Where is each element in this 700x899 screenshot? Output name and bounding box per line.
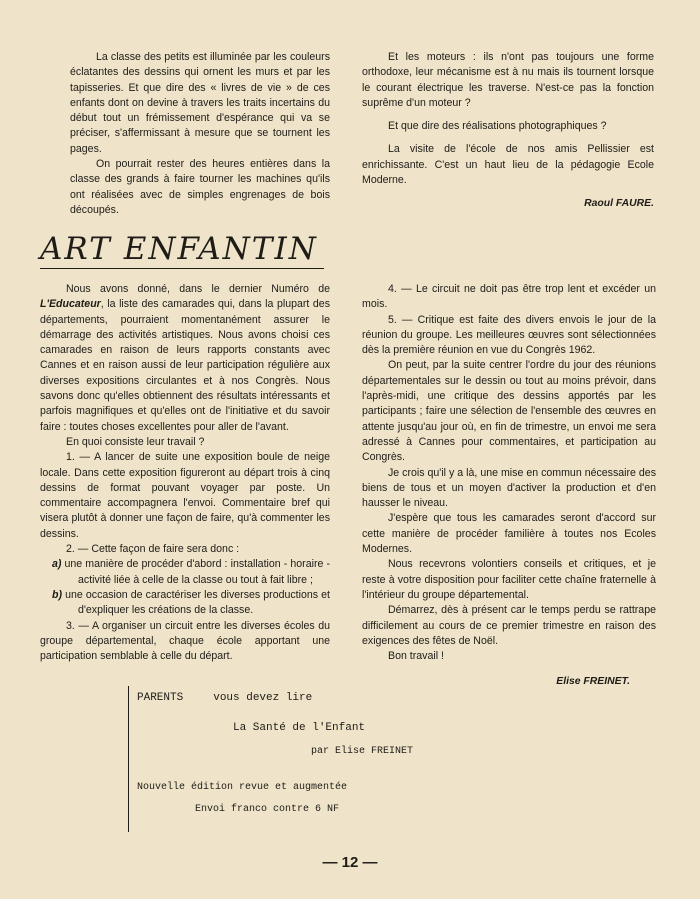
article-title: ART ENFANTIN — [40, 230, 324, 269]
paragraph: J'espère que tous les camarades seront d'accord sur cette manière de procéder familière à toutes nos Ecoles Modernes. — [362, 512, 656, 556]
ad-parents: PARENTS — [137, 692, 184, 704]
ad-edition: Nouvelle édition revue et augmentée — [137, 782, 348, 793]
ad-author: par Elise FREINET — [311, 746, 414, 757]
list-item-2a — [40, 557, 330, 588]
paragraph: La visite de l'école de nos amis Pellissier est enrichissante. C'est un haut lieu de la pédagogie Ecole Moderne. — [362, 143, 654, 187]
list-item-2b — [40, 588, 330, 619]
paragraph: 5. — Critique est faite des divers envois le jour de la réunion du groupe. Les meilleures œuvres sont sélectionnées dès la première réunion en vue du Congrès 1962. — [362, 313, 656, 357]
book-advertisement — [128, 686, 549, 832]
ad-book-title: La Santé de l'Enfant — [233, 722, 366, 734]
paragraph: Je crois qu'il y a là, une mise en commun nécessaire des biens de tous et un moyen d'activer la production et d'en hausser le niveau. — [362, 466, 656, 510]
intro-text-start: Nous avons donné, dans le dernier Numéro de — [66, 283, 330, 295]
top-left-column — [70, 50, 330, 218]
paragraph: On peut, par la suite centrer l'ordre du jour des réunions départementales sur le dessin ou tout au moins prévoir, dans l'après-midi, une critique des dessins apportés par les participants ; faire une sélection de l'ensemble des œuvres en attente jusqu'au jour où, en fin de trimestre, un envoi me sera adressé à Cannes pour commentaires, et participation au Congrès. — [362, 359, 656, 464]
intro-text-end: , la liste des camarades qui, dans la plupart des départements, pourraient momentanément assurer le démarrage des activités artistiques. Nous avons choisi ces camarades en raison de leurs rapports constants avec Cannes et en raison aussi de leur participation régulière aux diverses expositions circulantes et à nos Congrès. Nous savons donc qu'elles obtiennent des résultats intéressants et parfois magnifiques et qu'elles ont de l'initiative et du savoir faire : toutes choses excellentes pour aller de l'avant. — [40, 298, 330, 433]
paragraph: On pourrait rester des heures entières dans la classe des grands à faire tourner les machines qu'ils ont réalisées avec de simples engrenages de bois découpés. — [70, 158, 330, 216]
signature: Raoul FAURE. — [584, 198, 654, 210]
list-item-2: 2. — Cette façon de faire sera donc : — [66, 543, 240, 556]
list-item-1: 1. — A lancer de suite une exposition boule de neige locale. Dans cette exposition figureront au départ trois à cinq dessins de format pouvant voyager par poste. Un commentaire accompagnera l'envoi. Commentaire bref qui visera plutôt à donner une façon de faire, qu'à commenter les dessins. — [40, 451, 330, 540]
ad-price: Envoi franco contre 6 NF — [195, 804, 340, 815]
paragraph: La classe des petits est illuminée par les couleurs éclatantes des dessins qui ornent les murs et par les tapisseries. Et que dire des « livres de vie » de ces enfants dont on devine à travers les traits incertains du début tout un frémissement d'espérance qui va se préciser, s'affermissant à mesure que se tournent les pages. — [70, 51, 330, 155]
item-2a-text: une manière de procéder d'abord : installation - horaire - activité liée à celle de la classe ou tout à fait libre ; — [61, 558, 330, 586]
question: En quoi consiste leur travail ? — [66, 435, 205, 448]
article-left-column — [40, 282, 330, 664]
paragraph: Et que dire des réalisations photographiques ? — [388, 120, 607, 133]
paragraph: Nous recevrons volontiers conseils et critiques, et je reste à votre disposition pour faciliter cette chaîne fraternelle à l'intérieur du groupe départemental. — [362, 558, 656, 601]
paragraph: Et les moteurs : ils n'ont pas toujours une forme orthodoxe, leur mécanisme est à nu mais ils tournent lorsque le courant électrique les traverse. N'est-ce pas la fonction suprême d'un moteur ? — [362, 51, 654, 109]
intro-paragraph — [40, 282, 330, 435]
signature: Elise FREINET. — [556, 676, 630, 688]
item-letter-b: b) — [52, 588, 62, 601]
item-2b-text: une occasion de caractériser les diverses productions et d'expliquer les créations de la classe. — [62, 588, 330, 617]
paragraph: Bon travail ! — [388, 650, 444, 663]
item-letter-a: a) — [52, 558, 62, 571]
paragraph: Démarrez, dès à présent car le temps perdu se rattrape difficilement au cours de ce premier trimestre en raison des exigences des fêtes de Noël. — [362, 604, 656, 647]
page-number: — 12 — — [322, 854, 378, 871]
list-item-3: 3. — A organiser un circuit entre les diverses écoles du groupe départemental, chaque école apportant une participation semblable à celle du départ. — [40, 619, 330, 663]
ad-headline — [137, 692, 312, 704]
article-right-column — [362, 282, 656, 690]
top-right-column — [362, 50, 654, 212]
paragraph: 4. — Le circuit ne doit pas être trop lent et excéder un mois. — [362, 283, 656, 311]
journal-name: L'Educateur — [40, 298, 101, 311]
ad-must-read: vous devez lire — [213, 692, 313, 704]
